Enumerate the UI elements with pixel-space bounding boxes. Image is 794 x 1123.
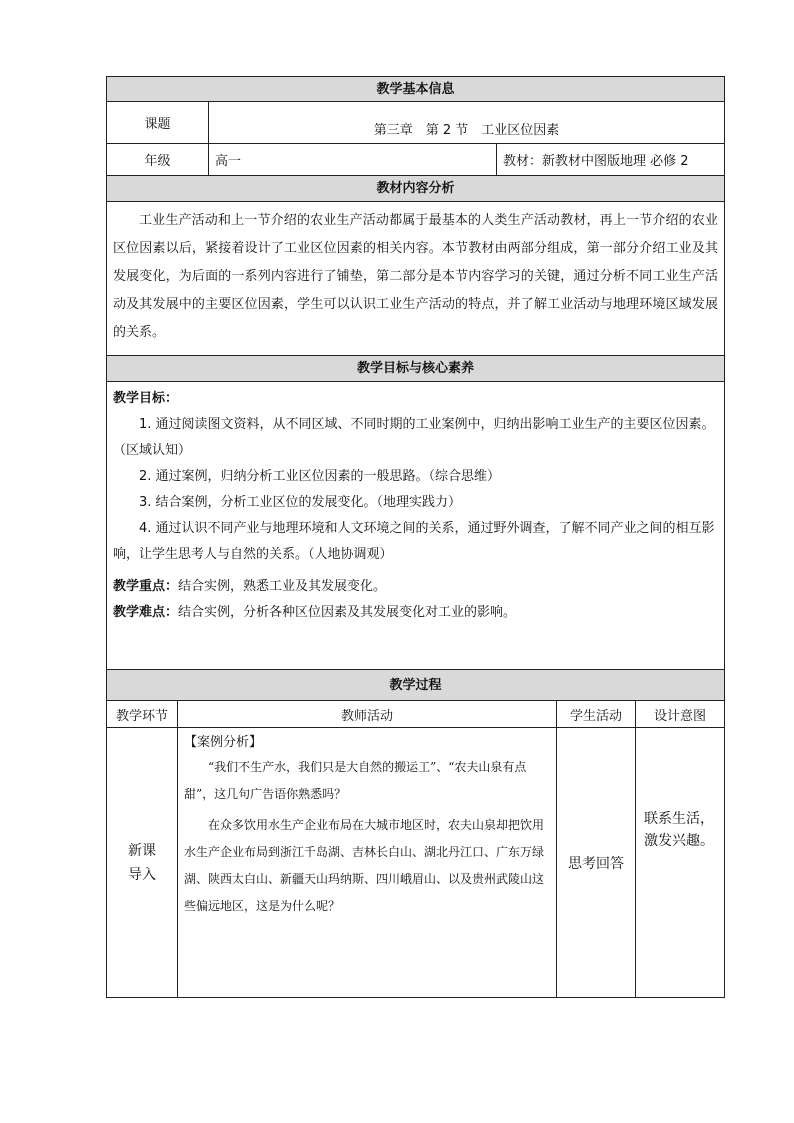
goals-label: 教学目标： bbox=[113, 391, 179, 406]
goal-item: 4. 通过认识不同产业与地理环境和人文环境之间的关系，通过野外调查，了解不同产业之间的相互影响，让学生思考人与自然的关系。（人地协调观） bbox=[113, 521, 715, 562]
student-activity-cell bbox=[556, 728, 635, 997]
grade-label: 年级 bbox=[144, 154, 171, 169]
grade-value: 高一 bbox=[208, 144, 496, 175]
process-column-headers bbox=[106, 701, 725, 728]
textbook-value: 教材：新教材中图版地理 必修 2 bbox=[496, 144, 724, 175]
stage-text: 新课导入 bbox=[128, 842, 156, 883]
topic-value: 第三章 第 2 节 工业区位因素 bbox=[208, 102, 724, 143]
difficulty-text: 结合实例，分析各种区位因素及其发展变化对工业的影响。 bbox=[178, 605, 517, 620]
teaching-difficulty bbox=[107, 600, 724, 626]
analysis-header: 教材内容分析 bbox=[106, 176, 725, 202]
difficulty-label: 教学难点： bbox=[113, 605, 179, 620]
student-activity-text: 思考回答 bbox=[568, 855, 624, 872]
design-intent-text: 联系生活，激发兴趣。 bbox=[644, 811, 714, 849]
analysis-body bbox=[106, 202, 725, 356]
goal-item: 2. 通过案例，归纳分析工业区位因素的一般思路。（综合思维） bbox=[139, 469, 501, 484]
goal-item: 1. 通过阅读图文资料，从不同区域、不同时期的工业案例中，归纳出影响工业生产的主要区位因素。（区域认知） bbox=[113, 417, 715, 458]
analysis-text: 工业生产活动和上一节介绍的农业生产活动都属于最基本的人类生产活动教材，再上一节介绍的农业区位因素以后，紧接着设计了工业区位因素的相关内容。本节教材由两部分组成，第一部分介绍工业及其发展变化，为后面的一系列内容进行了铺垫，第二部分是本节内容学习的关键，通过分析不同工业生产活动及其发展中的主要区位因素，学生可以认识工业生产活动的特点，并了解工业活动与地理环境区域发展的关系。 bbox=[113, 213, 718, 340]
teacher-activity-cell bbox=[177, 728, 556, 997]
focus-label: 教学重点： bbox=[113, 579, 179, 594]
col-stage: 教学环节 bbox=[115, 708, 168, 724]
topic-row bbox=[106, 102, 725, 144]
grade-row bbox=[106, 144, 725, 176]
teaching-focus bbox=[107, 574, 724, 600]
case-title: 【案例分析】 bbox=[184, 735, 263, 750]
col-intent: 设计意图 bbox=[635, 701, 724, 727]
col-student: 学生活动 bbox=[556, 701, 635, 727]
design-intent-cell bbox=[635, 728, 724, 997]
col-teacher: 教师活动 bbox=[177, 701, 556, 727]
focus-text: 结合实例，熟悉工业及其发展变化。 bbox=[178, 579, 387, 594]
basic-info-header: 教学基本信息 bbox=[106, 76, 725, 102]
objectives-header: 教学目标与核心素养 bbox=[106, 356, 725, 382]
objectives-body bbox=[106, 382, 725, 670]
lesson-plan-table bbox=[106, 76, 725, 998]
topic-label: 课题 bbox=[144, 117, 171, 132]
stage-cell bbox=[107, 728, 177, 997]
case-paragraph: 在众多饮用水生产企业布局在大城市地区时，农夫山泉却把饮用水生产企业布局到浙江千岛湖、吉林长白山、湖北丹江口、广东万绿湖、陕西太白山、新疆天山玛纳斯、四川峨眉山、以及贵州武陵山这些偏远地区，这是为什么呢？ bbox=[184, 818, 545, 913]
process-row bbox=[106, 728, 725, 998]
goal-item: 3. 结合案例，分析工业区位的发展变化。（地理实践力） bbox=[139, 495, 462, 510]
process-header: 教学过程 bbox=[106, 670, 725, 701]
case-paragraph: “我们不生产水，我们只是大自然的搬运工”、“农夫山泉有点甜”，这几句广告语你熟悉吗？ bbox=[184, 760, 527, 801]
